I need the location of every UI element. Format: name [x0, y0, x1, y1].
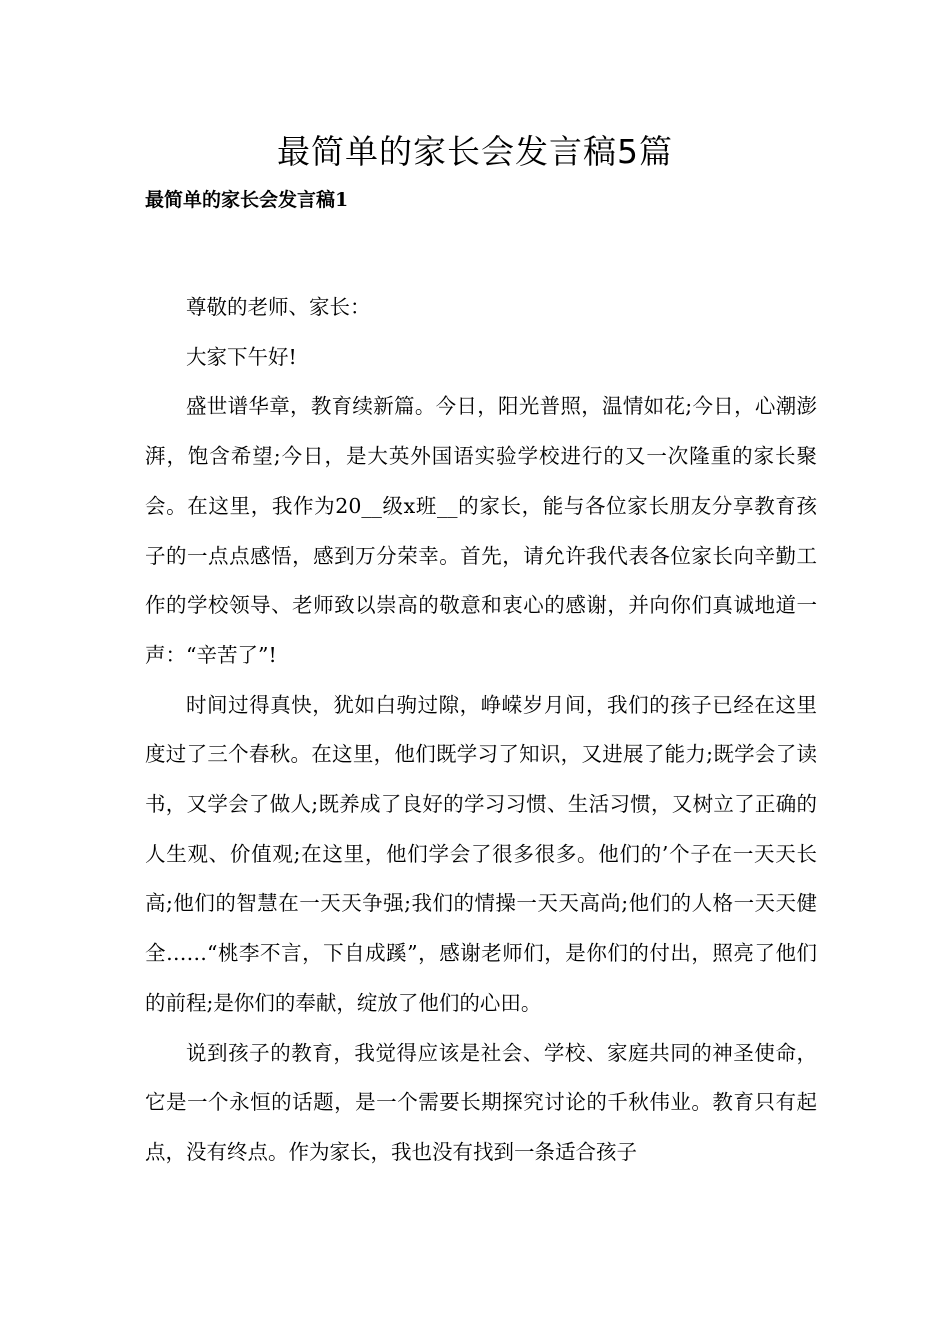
document-body [145, 283, 817, 1178]
document-title: 最简单的家长会发言稿5篇 [277, 132, 673, 171]
paragraph: 盛世谱华章，教育续新篇。今日，阳光普照，温情如花;今日，心潮澎湃，饱含希望;今日，是大英外国语实验学校进行的又一次隆重的家长聚会。在这里，我作为20__级x班__的家长，能与各位家长朋友分享教育孩子的一点点感悟，感到万分荣幸。首先，请允许我代表各位家长向辛勤工作的学校领导、老师致以崇高的敬意和衷心的感谢，并向你们真诚地道一声：“辛苦了”! [145, 394, 817, 667]
paragraph-greeting: 大家下午好! [186, 344, 297, 369]
paragraph-salutation: 尊敬的老师、家长： [186, 295, 371, 319]
paragraph: 说到孩子的教育，我觉得应该是社会、学校、家庭共同的神圣使命，它是一个永恒的话题，是一个需要长期探究讨论的千秋伟业。教育只有起点，没有终点。作为家长，我也没有找到一条适合孩子 [145, 1040, 817, 1164]
paragraph: 时间过得真快，犹如白驹过隙，峥嵘岁月间，我们的孩子已经在这里度过了三个春秋。在这里，他们既学习了知识，又进展了能力;既学会了读书，又学会了做人;既养成了良好的学习习惯、生活习惯，又树立了正确的人生观、价值观;在这里，他们学会了很多很多。他们的’个子在一天天长高;他们的智慧在一天天争强;我们的情操一天天高尚;他们的人格一天天健全……“桃李不言，下自成蹊”，感谢老师们，是你们的付出，照亮了他们的前程;是你们的奉献，绽放了他们的心田。 [145, 692, 817, 1015]
section-heading: 最简单的家长会发言稿1 [145, 189, 349, 211]
